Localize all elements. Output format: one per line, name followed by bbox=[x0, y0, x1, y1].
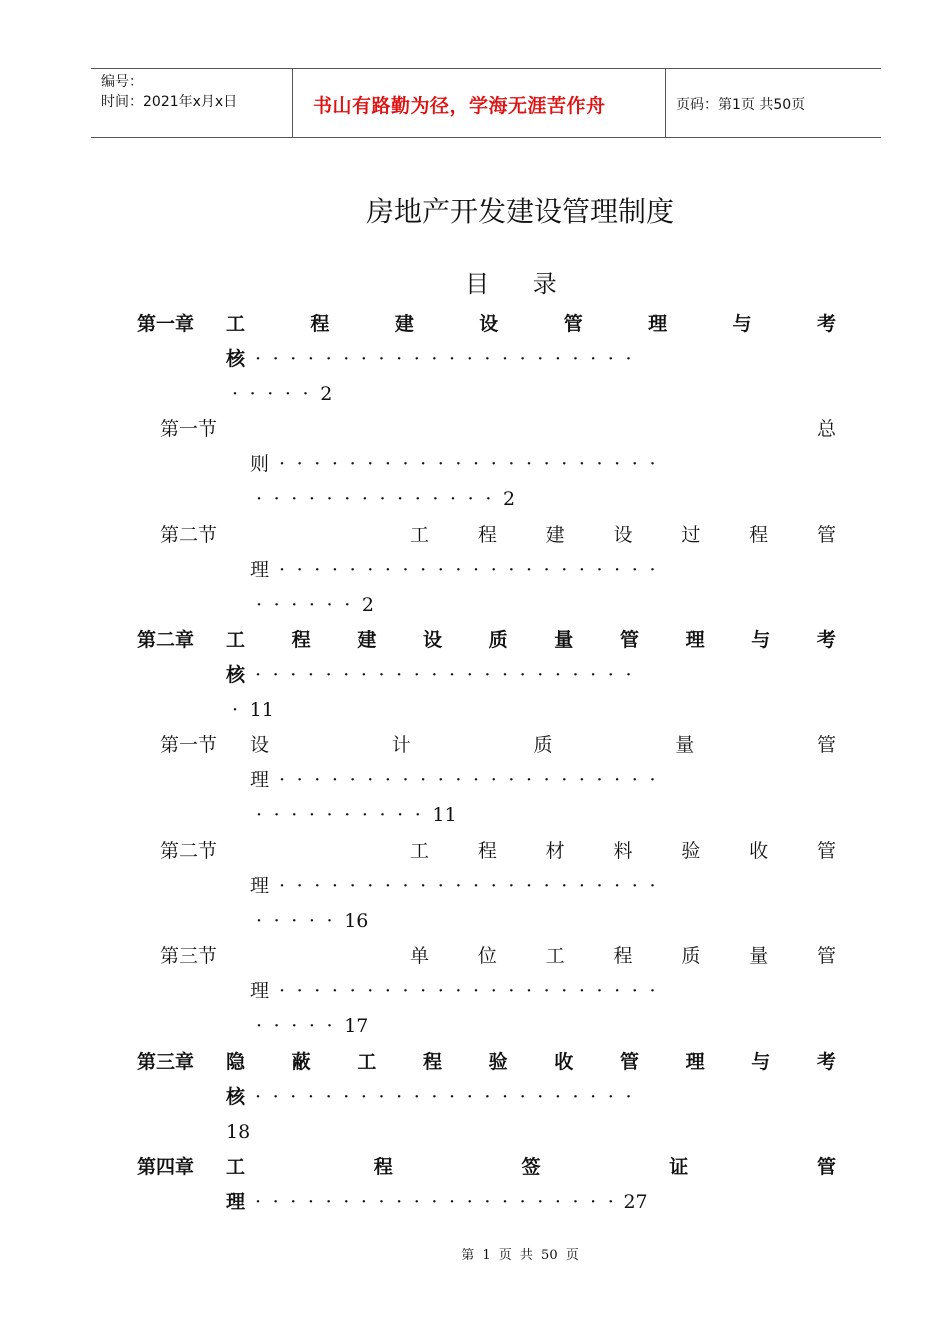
toc-title-char: 考 bbox=[816, 313, 836, 335]
toc-title-char: 管 bbox=[563, 313, 583, 335]
toc-entry-label: 第一节 bbox=[160, 418, 218, 440]
toc-title-char: 程 bbox=[291, 629, 311, 651]
toc-title-char: 料 bbox=[613, 840, 633, 862]
page-footer: 第 1 页 共 50 页 bbox=[461, 1248, 579, 1263]
toc-leader-dots: ····· bbox=[256, 1015, 345, 1037]
toc-title-char: 管 bbox=[816, 840, 836, 862]
toc-title-char: 考 bbox=[816, 1051, 836, 1073]
toc-title-char: 核 bbox=[226, 348, 246, 370]
toc-title-char: 质 bbox=[488, 629, 508, 651]
toc-title-char: 与 bbox=[732, 313, 752, 335]
toc-title-char: 收 bbox=[554, 1051, 574, 1073]
toc-title-char: 建 bbox=[545, 524, 565, 546]
toc-entry-title-end bbox=[250, 976, 836, 1006]
toc-leader-dots: ······················ bbox=[279, 980, 668, 1002]
toc-leader-dots: ······················ bbox=[255, 664, 644, 686]
toc-title-char: 设 bbox=[422, 629, 442, 651]
header-page-cell bbox=[666, 69, 881, 137]
toc-entry-page-line bbox=[256, 906, 368, 936]
toc-title-char: 程 bbox=[477, 524, 497, 546]
toc-page-number: 17 bbox=[344, 1015, 369, 1037]
toc-page-number: 11 bbox=[432, 804, 457, 826]
toc-title-char: 理 bbox=[250, 875, 270, 897]
toc-entry-title-end bbox=[250, 765, 836, 795]
header-meta bbox=[91, 69, 293, 137]
time-label: 时间：2021年x月x日 bbox=[101, 94, 238, 110]
toc-leader-dots: · bbox=[232, 699, 250, 721]
toc-leader-dots: ······················ bbox=[279, 559, 668, 581]
toc-title-char: 量 bbox=[554, 629, 574, 651]
toc-page-number: 2 bbox=[502, 488, 516, 510]
toc-entry-page-line bbox=[256, 484, 515, 514]
toc-leader-dots: ·············· bbox=[256, 488, 503, 510]
toc-entry-label: 第二节 bbox=[160, 524, 218, 546]
toc-entry-label: 第二章 bbox=[137, 629, 195, 651]
toc-entry-page-line bbox=[232, 379, 332, 409]
toc-title-char: 隐 bbox=[226, 1051, 246, 1073]
toc-title-char: 设 bbox=[250, 734, 270, 756]
toc-entry-title-end bbox=[226, 1082, 836, 1112]
toc-title-char: 管 bbox=[619, 1051, 639, 1073]
toc-entry-page-line bbox=[256, 590, 374, 620]
toc-title-char: 理 bbox=[226, 1191, 246, 1213]
toc-page-number: 18 bbox=[226, 1121, 251, 1143]
toc-title-char: 与 bbox=[751, 1051, 771, 1073]
toc-title-char: 管 bbox=[619, 629, 639, 651]
toc-entry-title-line bbox=[410, 836, 836, 866]
toc-title-char: 蔽 bbox=[291, 1051, 311, 1073]
toc-entry-title-end bbox=[226, 1187, 836, 1217]
toc-title: 目 录 bbox=[465, 270, 575, 298]
toc-title-char: 证 bbox=[669, 1156, 689, 1178]
toc-title-char: 质 bbox=[533, 734, 553, 756]
toc-title-char: 设 bbox=[479, 313, 499, 335]
toc-title-char: 过 bbox=[681, 524, 701, 546]
toc-entry-title-line bbox=[816, 414, 836, 444]
toc-title-char: 理 bbox=[685, 1051, 705, 1073]
toc-title-char: 建 bbox=[394, 313, 414, 335]
toc-entry-title-line bbox=[410, 520, 836, 550]
toc-title-char: 理 bbox=[685, 629, 705, 651]
toc-title-char: 程 bbox=[477, 840, 497, 862]
toc-entry-page-line bbox=[232, 695, 274, 725]
toc-leader-dots: ·········· bbox=[256, 804, 433, 826]
toc-entry-title-end bbox=[226, 660, 836, 690]
toc-title-char: 工 bbox=[226, 313, 246, 335]
toc-leader-dots: ······················ bbox=[255, 1086, 644, 1108]
toc-title-char: 总 bbox=[816, 418, 836, 440]
toc-entry-title-end bbox=[250, 871, 836, 901]
toc-entry-label: 第四章 bbox=[137, 1156, 195, 1178]
toc-entry-title-end bbox=[250, 555, 836, 585]
toc-entry-label: 第三节 bbox=[160, 945, 218, 967]
toc-title-char: 验 bbox=[488, 1051, 508, 1073]
toc-leader-dots: ······················ bbox=[279, 875, 668, 897]
toc-title-char: 程 bbox=[749, 524, 769, 546]
toc-entry-title-end bbox=[250, 449, 836, 479]
toc-entry-title-line bbox=[226, 625, 836, 655]
toc-entry-label: 第二节 bbox=[160, 840, 218, 862]
toc-title-char: 工 bbox=[410, 840, 430, 862]
toc-page-number: 2 bbox=[320, 383, 333, 405]
toc-leader-dots: ······ bbox=[256, 594, 362, 616]
toc-title-char: 工 bbox=[226, 629, 246, 651]
toc-entry-title-line bbox=[250, 730, 836, 760]
toc-title-char: 质 bbox=[681, 945, 701, 967]
page-header bbox=[91, 68, 881, 138]
toc-page-number: 2 bbox=[361, 594, 374, 616]
toc-entry-label: 第三章 bbox=[137, 1051, 195, 1073]
toc-page-number: 27 bbox=[623, 1191, 648, 1213]
toc-entry-page-line bbox=[256, 1011, 368, 1041]
toc-title-char: 工 bbox=[357, 1051, 377, 1073]
toc-title-char: 程 bbox=[310, 313, 330, 335]
toc-entry-title-line bbox=[226, 1047, 836, 1077]
toc-entry-page-line bbox=[256, 800, 457, 830]
toc-title-char: 程 bbox=[613, 945, 633, 967]
toc-leader-dots: ····················· bbox=[255, 1191, 626, 1213]
toc-title-char: 理 bbox=[648, 313, 668, 335]
header-motto-cell bbox=[293, 69, 666, 137]
toc-leader-dots: ····· bbox=[232, 383, 321, 405]
toc-title-char: 收 bbox=[749, 840, 769, 862]
toc-title-char: 签 bbox=[521, 1156, 541, 1178]
toc-title-char: 管 bbox=[816, 945, 836, 967]
toc-title-char: 量 bbox=[749, 945, 769, 967]
toc-entry-title-line bbox=[226, 1152, 836, 1182]
toc-entry-page-line bbox=[226, 1117, 250, 1147]
toc-title-char: 与 bbox=[751, 629, 771, 651]
toc-entry-label: 第一章 bbox=[137, 313, 195, 335]
toc-title-char: 建 bbox=[357, 629, 377, 651]
toc-title-char: 考 bbox=[816, 629, 836, 651]
toc-title-char: 理 bbox=[250, 769, 270, 791]
toc-title-char: 管 bbox=[816, 524, 836, 546]
toc-page-number: 16 bbox=[344, 910, 369, 932]
page-number-label: 页码：第1页 共50页 bbox=[676, 97, 806, 113]
motto: 书山有路勤为径，学海无涯苦作舟 bbox=[313, 95, 606, 117]
toc-page-number: 11 bbox=[249, 699, 274, 721]
toc-title-char: 材 bbox=[545, 840, 565, 862]
toc-leader-dots: ······················ bbox=[279, 769, 668, 791]
toc-title-char: 管 bbox=[816, 734, 836, 756]
document-title: 房地产开发建设管理制度 bbox=[365, 195, 674, 228]
toc-title-char: 理 bbox=[250, 980, 270, 1002]
toc-leader-dots: ······················ bbox=[255, 348, 644, 370]
toc-title-char: 工 bbox=[226, 1156, 246, 1178]
toc-title-char: 核 bbox=[226, 664, 246, 686]
toc-title-char: 计 bbox=[391, 734, 411, 756]
toc-title-char: 位 bbox=[477, 945, 497, 967]
toc-title-char: 量 bbox=[675, 734, 695, 756]
toc-entry-title-line bbox=[410, 941, 836, 971]
toc-title-char: 程 bbox=[422, 1051, 442, 1073]
toc-title-char: 设 bbox=[613, 524, 633, 546]
toc-title-char: 理 bbox=[250, 559, 270, 581]
toc-leader-dots: ······················ bbox=[279, 453, 668, 475]
toc-entry-title-end bbox=[226, 344, 836, 374]
toc-entry-label: 第一节 bbox=[160, 734, 218, 756]
toc-title-char: 验 bbox=[681, 840, 701, 862]
toc-title-char: 则 bbox=[250, 453, 270, 475]
toc-title-char: 单 bbox=[410, 945, 430, 967]
code-label: 编号： bbox=[101, 74, 143, 90]
toc-title-char: 工 bbox=[410, 524, 430, 546]
toc-title-char: 程 bbox=[373, 1156, 393, 1178]
toc-title-char: 工 bbox=[545, 945, 565, 967]
toc-title-char: 管 bbox=[816, 1156, 836, 1178]
toc-entry-title-line bbox=[226, 309, 836, 339]
toc-leader-dots: ····· bbox=[256, 910, 345, 932]
toc-title-char: 核 bbox=[226, 1086, 246, 1108]
